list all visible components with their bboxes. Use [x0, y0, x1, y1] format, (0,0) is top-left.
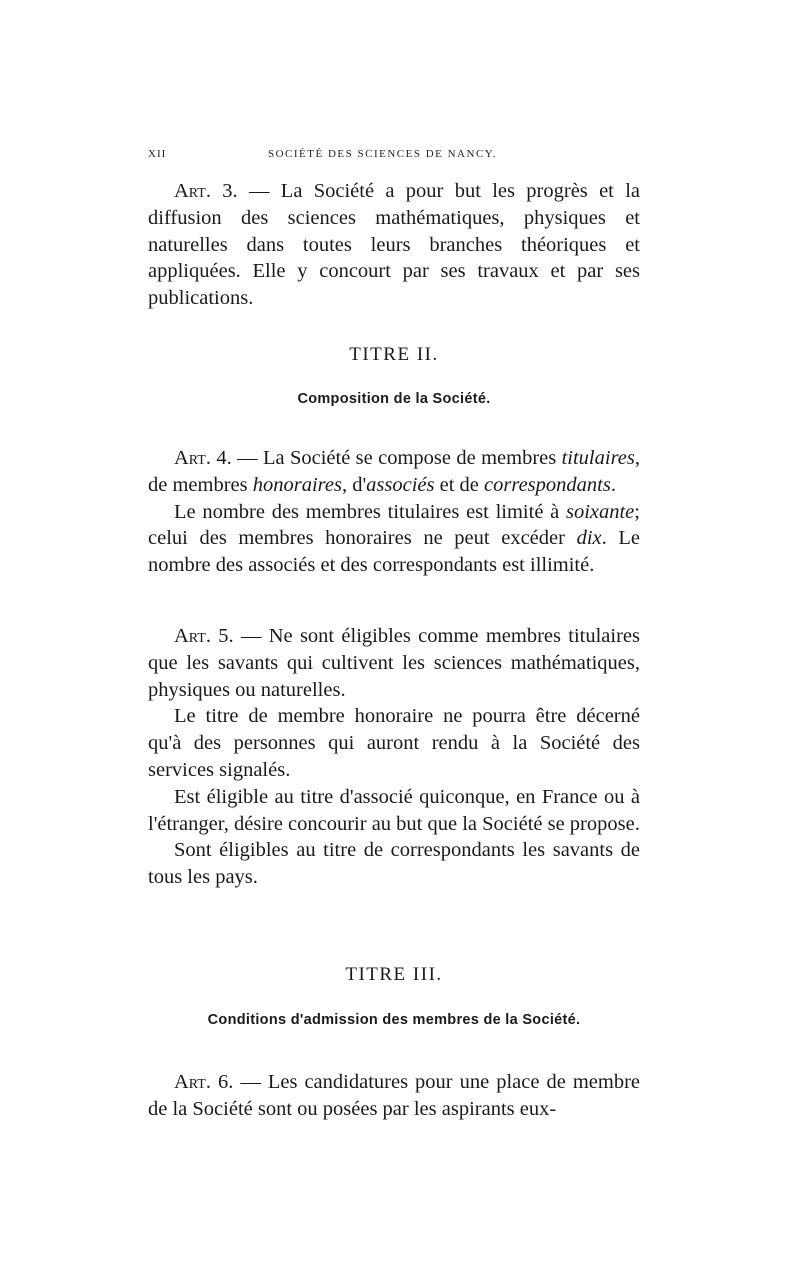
emphasis: titulaires — [561, 447, 635, 469]
emphasis: correspondants — [484, 473, 611, 496]
section-title: TITRE III. — [345, 964, 443, 985]
article-text: — Ne sont éligibles comme membres titulaires que les savants qui cultivent les sciences mathématiques, physiques ou naturelles. — [148, 625, 640, 701]
article-text: ; celui des membres honoraires ne peut excéder — [148, 500, 640, 550]
article-text: — Les candidatures pour une place de membre de la Société sont ou posées par les aspirants eux- — [148, 1071, 640, 1120]
article-text: Le nombre des membres titulaires est limité à — [174, 500, 566, 523]
article-label: Art. 4. — [174, 447, 232, 469]
article-label: Art. 3. — [174, 180, 238, 202]
article-label: Art. 5. — [174, 625, 234, 647]
article-text: . — [610, 473, 616, 496]
article-4-paragraph-2 — [148, 499, 640, 579]
article-label: Art. 6. — [174, 1071, 234, 1093]
running-title: SOCIÉTÉ DES SCIENCES DE NANCY. — [268, 148, 498, 160]
article-5-paragraph-4: Sont éligibles au titre de correspondants les savants de tous les pays. — [148, 839, 640, 889]
article-text: , de membres — [148, 447, 640, 496]
section-subtitle: Composition de la Société. — [297, 391, 491, 407]
emphasis: dix — [576, 527, 602, 550]
article-5-paragraph — [148, 623, 640, 703]
section-title: TITRE II. — [349, 344, 439, 365]
article-6 — [148, 1069, 640, 1123]
emphasis: associés — [366, 473, 435, 496]
article-3-paragraph — [148, 178, 640, 312]
article-text: , d' — [341, 473, 367, 496]
article-text: . Le nombre des associés et des correspondants est illimité. — [148, 527, 640, 577]
article-6-paragraph — [148, 1069, 640, 1123]
emphasis: soixante — [565, 500, 635, 523]
article-5 — [148, 623, 640, 891]
article-text: — La Société se compose de membres — [231, 447, 562, 469]
article-5-paragraph-2: Le titre de membre honoraire ne pourra être décerné qu'à des personnes qui auront rendu à la Société des services signalés. — [148, 705, 640, 781]
article-3 — [148, 178, 640, 312]
section-subtitle: Conditions d'admission des membres de la Société. — [207, 1012, 581, 1028]
running-header — [148, 148, 640, 168]
article-4 — [148, 445, 640, 579]
article-text: et de — [434, 473, 485, 496]
article-4-paragraph — [148, 445, 640, 499]
article-5-paragraph-3: Est éligible au titre d'associé quiconque, en France ou à l'étranger, désire concourir au but que la Société se propose. — [148, 785, 640, 835]
article-text: — La Société a pour but les progrès et la diffusion des sciences mathématiques, physiques et naturelles dans toutes leurs branches théoriques et appliquées. Elle y concourt par ses travaux et par ses publications. — [148, 180, 640, 310]
page-number: XII — [148, 148, 167, 160]
emphasis: honoraires — [252, 473, 342, 496]
